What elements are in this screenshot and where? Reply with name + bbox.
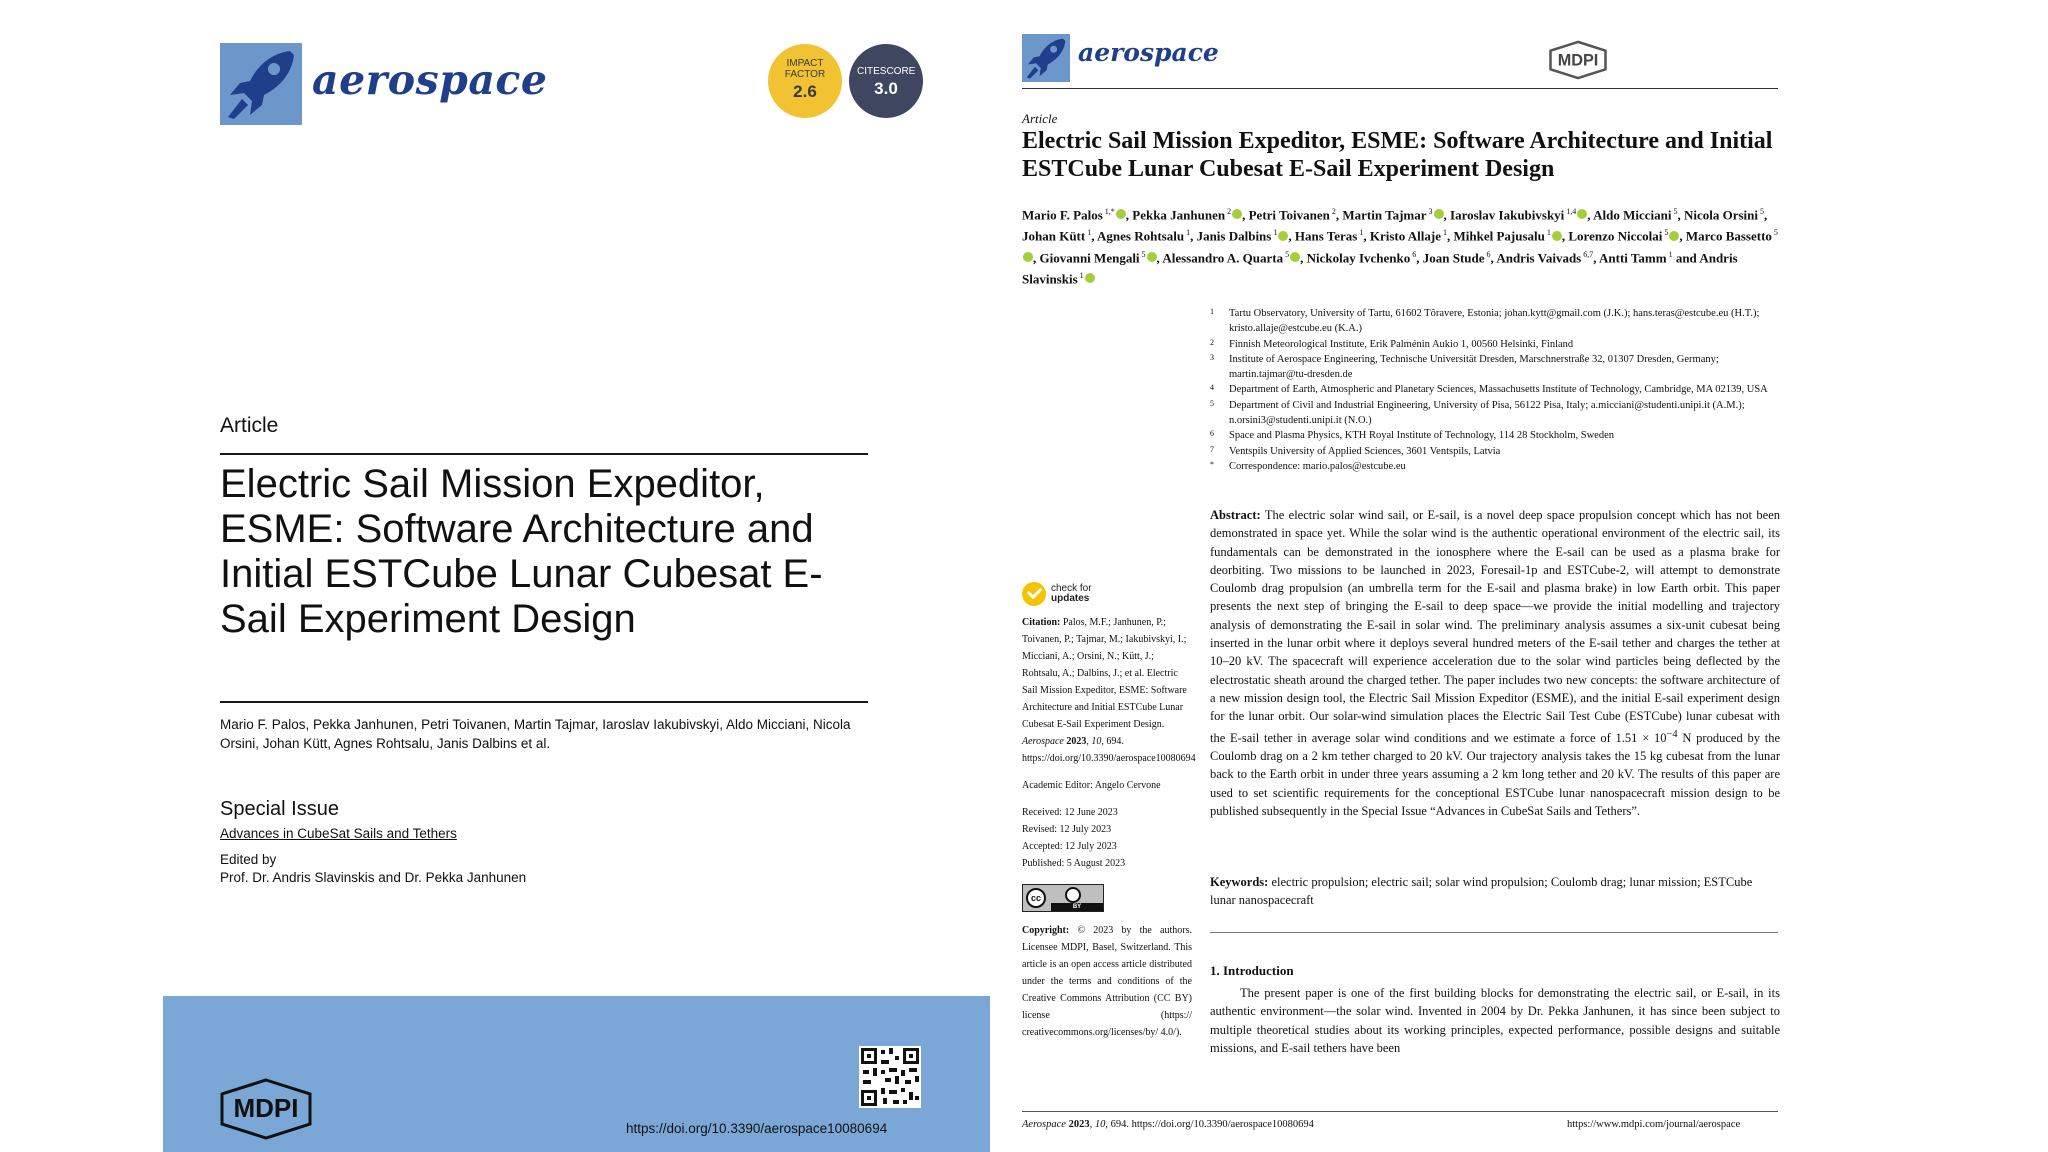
introduction-paragraph: The present paper is one of the first building blocks for demonstrating the electric sail, or E-sail, in its authentic environment—the solar wind. Invented in 2004 by Dr. Pekka Janhunen, it has since been subject to multiple theoretical studies about its working principles, expected performance, possible designs and suitable missions, and E-sail tethers have been (1210, 986, 1780, 1055)
author-name[interactable]: Joan Stude (1422, 249, 1485, 265)
author-name[interactable]: Marco Bassetto (1685, 228, 1772, 244)
date-revised: Revised: 12 July 2023 (1022, 824, 1112, 835)
author-name[interactable]: Andris Vaivads (1496, 249, 1582, 265)
affiliation-text: Finnish Meteorological Institute, Erik Palménin Aukio 1, 00560 Helsinki, Finland (1229, 338, 1574, 350)
orcid-icon[interactable] (1232, 209, 1242, 219)
author-name[interactable]: Janis Dalbins (1196, 228, 1272, 244)
author-separator: , (1416, 249, 1423, 265)
academic-editor: Academic Editor: Angelo Cervone (1022, 780, 1161, 791)
affiliation-item (1210, 428, 1778, 443)
cc-by-license-icon[interactable] (1022, 884, 1104, 912)
abstract-text-1: The electric solar wind sail, or E-sail, is a novel deep space propulsion concept which has not been demonstrated in space yet. While the solar wind is the authentic operational environment of the electric sail, its fundamentals can be demonstrated in the ionosphere where the E-sail can be used as a plasma brake for deorbiting. Two missions to be launched in 2023, Foresail-1p and ESTCube-2, will attempt to demonstrate Coulomb drag propulsion (an umbrella term for the E-sail and plasma brake) in low Earth orbit. This paper presents the next step of bringing the E-sail to deep space—we provide the initial modelling and trajectory analysis of demonstrating the E-sail in solar wind. The preliminary analysis assumes a six-unit cubesat being inserted in the lunar orbit where it deploys several hundred meters of the E-sail tether and charges the tether at 10–20 kV. The spacecraft will experience acceleration due to the solar wind particles being deflected by the electrostatic sheath around the charged tether. The paper includes two new concepts: the software architecture of a new mission design tool, the Electric Sail Mission Expeditor (ESME), and the initial E-sail experiment design for the lunar orbit. Our solar-wind simulation places the Electric Sail Test Cube (ESTCube) lunar cubesat with the E-sail tether in average solar wind conditions and we estimate a force of 1.51 × 10 (1210, 508, 1780, 745)
orcid-icon[interactable] (1278, 231, 1288, 241)
author-name[interactable]: Mihkel Pajusalu (1453, 228, 1545, 244)
date-accepted: Accepted: 12 July 2023 (1022, 841, 1117, 852)
article-type: Article (1022, 111, 1058, 126)
author-name[interactable]: Lorenzo Niccolai (1568, 228, 1663, 244)
check-updates-line2: updates (1051, 593, 1090, 604)
check-updates-icon (1022, 582, 1046, 606)
affiliation-number: * (1210, 459, 1214, 469)
author-name[interactable]: Antti Tamm (1599, 249, 1667, 265)
author-separator: , (1763, 207, 1768, 223)
author-name[interactable]: Giovanni Mengali (1039, 249, 1140, 265)
author-name[interactable]: Martin Tajmar (1342, 207, 1427, 223)
affiliation-number: 5 (1210, 398, 1214, 408)
section-separator (1210, 932, 1778, 933)
author-separator: , (1443, 207, 1451, 223)
orcid-icon[interactable] (1552, 231, 1562, 241)
impact-factor-badge[interactable] (768, 44, 842, 118)
author-name[interactable]: Agnes Rohtsalu (1097, 228, 1185, 244)
author-affiliation-marker: 1,* (1102, 207, 1115, 216)
author-affiliation-marker: 2 (1329, 207, 1336, 216)
keywords-block (1210, 873, 1780, 910)
affiliation-text: Ventspils University of Applied Sciences, 3601 Ventspils, Latvia (1229, 445, 1501, 457)
author-affiliation-marker: 6 (1484, 249, 1491, 259)
author-affiliation-marker: 5 (1771, 228, 1778, 238)
author-separator: , (1561, 228, 1569, 244)
footer-citation: Aerospace 2023, 10, 694. https://doi.org/10.3390/aerospace10080694 (1022, 1119, 1314, 1130)
affiliation-item (1210, 459, 1778, 474)
copyright-block (1022, 922, 1192, 1041)
author-affiliation-marker: 1 (1077, 270, 1084, 280)
author-separator: , (1587, 207, 1594, 223)
cover-doi-link[interactable]: https://doi.org/10.3390/aerospace10080694 (626, 1121, 888, 1136)
check-for-updates-button[interactable] (1022, 582, 1192, 606)
footer-doi-link[interactable]: , 694. https://doi.org/10.3390/aerospace10080694 (1105, 1119, 1314, 1130)
author-affiliation-marker: 1,4 (1564, 207, 1577, 216)
mdpi-logo-text: MDPI (233, 1093, 299, 1123)
author-name[interactable]: Nicola Orsini (1683, 207, 1758, 223)
editors-names: Prof. Dr. Andris Slavinskis and Dr. Pekka Janhunen (220, 870, 527, 885)
orcid-icon[interactable] (1116, 209, 1126, 219)
cover-footer-band (163, 996, 990, 1152)
author-separator: , (1091, 228, 1098, 244)
author-separator: , (1125, 207, 1133, 223)
author-affiliation-marker: 6 (1410, 249, 1417, 259)
author-separator: , (1679, 228, 1686, 244)
author-affiliation-marker: 1 (1271, 228, 1278, 238)
author-separator: , (1490, 249, 1497, 265)
cover-title-rule-top (220, 453, 868, 455)
author-separator: , (1447, 228, 1454, 244)
affiliation-number: 1 (1210, 307, 1214, 316)
keywords-label: Keywords: (1210, 875, 1269, 889)
footer-rule (1022, 1111, 1778, 1112)
affiliation-number: 2 (1210, 337, 1214, 347)
cover-title: Electric Sail Mission Expeditor, ESME: Software Architecture and Initial ESTCube Lunar Cubesat E-Sail Experiment Design (220, 462, 823, 641)
copyright-text: © 2023 by the authors. Licensee MDPI, Basel, Switzerland. This article is an open access article distributed under the terms and conditions of the Creative Commons Attribution (CC BY) license (https:// creativecommons.org/licenses/by/ 4.0/). (1022, 925, 1192, 1038)
author-name[interactable]: Johan Kütt (1022, 228, 1086, 244)
impact-factor-value: 2.6 (793, 82, 817, 101)
author-affiliation-marker: 2 (1225, 207, 1232, 216)
date-received: Received: 12 June 2023 (1022, 807, 1118, 818)
journal-wordmark: aerospace (312, 56, 548, 104)
citation-year: 2023 (1066, 736, 1087, 747)
author-affiliation-marker: 5 (1757, 207, 1764, 216)
aerospace-rocket-logo-small (1022, 34, 1070, 82)
author-name[interactable]: Mario F. Palos (1022, 207, 1103, 223)
affiliation-item (1210, 306, 1778, 337)
special-issue-heading: Special Issue (220, 798, 339, 820)
qr-code-icon[interactable] (859, 1046, 921, 1108)
cover-title-rule-bottom (220, 701, 868, 703)
affiliation-text: Tartu Observatory, University of Tartu, 61602 Tõravere, Estonia; johan.kytt@gmail.com (J.K.); hans.teras@estcube.eu (H.T.); kristo.allaje@estcube.eu (K.A.) (1229, 308, 1760, 335)
author-affiliation-marker: 3 (1426, 207, 1433, 216)
orcid-icon[interactable] (1434, 209, 1444, 219)
affiliation-number: 6 (1210, 429, 1214, 439)
article-title: Electric Sail Mission Expeditor, ESME: Software Architecture and Initial ESTCube Lunar Cubesat E-Sail Experiment Design (1022, 128, 1773, 182)
footer-volume: 10 (1094, 1119, 1106, 1130)
citescore-badge[interactable] (849, 44, 923, 118)
orcid-icon[interactable] (1290, 252, 1300, 262)
mdpi-logo-small (1548, 40, 1608, 85)
aerospace-rocket-logo (220, 43, 302, 125)
citescore-label: CITESCORE (857, 66, 916, 77)
date-published: Published: 5 August 2023 (1022, 858, 1126, 869)
affiliation-item (1210, 444, 1778, 459)
orcid-icon[interactable] (1085, 273, 1095, 283)
author-name[interactable]: Aldo Micciani (1593, 207, 1672, 223)
affiliation-number: 7 (1210, 444, 1214, 454)
citation-tail[interactable]: , 694. https://doi.org/10.3390/aerospace10080694 (1022, 736, 1196, 764)
impact-factor-label: IMPACT FACTOR (784, 58, 826, 80)
affiliation-text: Institute of Aerospace Engineering, Technische Universität Dresden, Marschnerstraße 32, 01307 Dresden, Germany; martin.tajmar@tu-dresden.de (1229, 353, 1719, 381)
mdpi-logo (218, 1078, 314, 1145)
author-separator: , (1593, 249, 1600, 265)
author-affiliation-marker: 1 (1184, 228, 1191, 238)
author-affiliation-marker: 1 (1441, 228, 1447, 238)
author-separator: , (1156, 249, 1163, 265)
cc-by-text: BY (1051, 903, 1103, 911)
article-page (1000, 0, 2048, 1152)
author-joiner: and (1672, 249, 1700, 265)
cover-article-type: Article (220, 414, 279, 437)
keywords-text: electric propulsion; electric sail; solar wind propulsion; Coulomb drag; lunar mission; ESTCube lunar nanospacecraft (1210, 875, 1753, 908)
affiliation-number: 3 (1210, 352, 1214, 362)
author-affiliation-marker: 5 (1139, 249, 1146, 259)
affiliation-text: Correspondence: mario.palos@estcube.eu (1229, 460, 1406, 472)
author-separator: , (1242, 207, 1249, 223)
author-name[interactable]: Petri Toivanen (1248, 207, 1330, 223)
orcid-icon[interactable] (1147, 252, 1157, 262)
author-affiliation-marker: 1 (1544, 228, 1551, 238)
affiliation-number: 4 (1210, 383, 1214, 393)
author-separator: , (1033, 249, 1040, 265)
author-name[interactable]: Kristo Allaje (1369, 228, 1441, 244)
cover-page (0, 0, 990, 1152)
affiliation-text: Space and Plasma Physics, KTH Royal Institute of Technology, 114 28 Stockholm, Sweden (1229, 430, 1614, 442)
author-affiliation-marker: 5 (1283, 249, 1290, 259)
header-rule (1022, 88, 1778, 89)
author-name[interactable]: Pekka Janhunen (1132, 207, 1226, 223)
mdpi-logo-small-text: MDPI (1557, 51, 1599, 70)
orcid-icon[interactable] (1023, 252, 1033, 262)
affiliation-text: Department of Civil and Industrial Engineering, University of Pisa, 56122 Pisa, Italy; a.micciani@studenti.unipi.it (A.M.); n.orsini3@studenti.unipi.it (N.O.) (1229, 399, 1745, 427)
footer-year: 2023 (1068, 1119, 1090, 1130)
article-sidebar (1022, 582, 1196, 1041)
journal-wordmark-small: aerospace (1078, 38, 1219, 67)
author-separator: , (1363, 228, 1370, 244)
author-name[interactable]: Nickolay Ivchenko (1306, 249, 1411, 265)
citation-volume: 10 (1091, 736, 1102, 747)
author-separator: , (1190, 228, 1197, 244)
author-affiliation-marker: 6,7 (1581, 249, 1594, 259)
affiliation-item (1210, 398, 1778, 429)
author-separator: , (1288, 228, 1295, 244)
author-affiliation-marker: 1 (1666, 249, 1673, 259)
author-separator: , (1335, 207, 1343, 223)
copyright-label: Copyright: (1022, 925, 1070, 936)
affiliation-item (1210, 352, 1778, 383)
affiliation-text: Department of Earth, Atmospheric and Planetary Sciences, Massachusetts Institute of Technology, Cambridge, MA 02139, USA (1229, 384, 1768, 396)
author-affiliation-marker: 5 (1662, 228, 1669, 238)
footer-journal-url[interactable]: https://www.mdpi.com/journal/aerospace (1567, 1119, 1741, 1130)
introduction-heading: 1. Introduction (1210, 963, 1294, 978)
author-affiliation-marker: 5 (1671, 207, 1678, 216)
special-issue-link[interactable]: Advances in CubeSat Sails and Tethers (220, 826, 457, 841)
author-affiliation-marker: 1 (1085, 228, 1092, 238)
publication-dates (1022, 804, 1192, 872)
by-person-icon (1065, 887, 1081, 903)
author-name[interactable]: Andris Slavinskis (1022, 249, 1738, 287)
affiliations-list (1210, 306, 1778, 474)
author-affiliation-marker: 1 (1357, 228, 1364, 238)
citation-journal: Aerospace (1022, 736, 1064, 747)
author-name[interactable]: Alessandro A. Quarta (1162, 249, 1284, 265)
check-updates-line1: check for (1051, 583, 1092, 594)
orcid-icon[interactable] (1577, 209, 1587, 219)
edited-by-label: Edited by (220, 852, 277, 867)
cover-authors: Mario F. Palos, Pekka Janhunen, Petri Toivanen, Martin Tajmar, Iaroslav Iakubivskyi, Aldo Micciani, Nicola Orsini, Johan Kütt, Agnes Rohtsalu, Janis Dalbins et al. (220, 717, 851, 751)
author-separator: , (1300, 249, 1307, 265)
author-separator: , (1677, 207, 1684, 223)
author-name[interactable]: Hans Teras (1294, 228, 1358, 244)
footer-journal: Aerospace (1022, 1119, 1066, 1130)
orcid-icon[interactable] (1669, 231, 1679, 241)
abstract-exponent: −4 (1666, 728, 1678, 740)
citation-block: Citation: Palos, M.F.; Janhunen, P.; Toivanen, P.; Tajmar, M.; Iakubivskyi, I.; Micciani, A.; Orsini, N.; Kütt, J.; Rohtsalu, A.; Dalbins, J.; et al. Electric Sail Mission Expeditor, ESME: Software Architecture and Initial ESTCube Lunar Cubesat E-Sail Experiment Design. Aerospace 2023, 10, 694. https://doi.org/10.3390/aerospace10080694 (1022, 617, 1196, 764)
author-list (1022, 203, 1782, 288)
abstract-block (1210, 506, 1780, 820)
citation-text: Palos, M.F.; Janhunen, P.; Toivanen, P.; Tajmar, M.; Iakubivskyi, I.; Micciani, A.; Orsini, N.; Kütt, J.; Rohtsalu, A.; Dalbins, J.; et al. Electric Sail Mission Expeditor, ESME: Software Architecture and Initial ESTCube Lunar Cubesat E-Sail Experiment Design. (1022, 617, 1187, 730)
affiliation-item (1210, 337, 1778, 352)
abstract-text-2: N produced by the Coulomb drag on a 2 km tether charged to 20 kV. Our trajectory analysis takes the 15 kg cubesat from the lunar back to the Earth orbit in under three years assuming a 2 km long tether and 20 kV. The results of this paper are used to set scientific requirements for the conceptional ESTCube lunar nanospacecraft mission design to be published subsequently in the Special Issue “Advances in CubeSat Sails and Tethers”. (1210, 730, 1781, 818)
author-name[interactable]: Iaroslav Iakubivskyi (1450, 207, 1565, 223)
affiliation-item (1210, 382, 1778, 397)
abstract-label: Abstract: (1210, 508, 1261, 522)
citescore-value: 3.0 (874, 79, 898, 98)
citation-label: Citation: (1022, 617, 1061, 628)
cc-icon-text: cc (1026, 888, 1046, 908)
